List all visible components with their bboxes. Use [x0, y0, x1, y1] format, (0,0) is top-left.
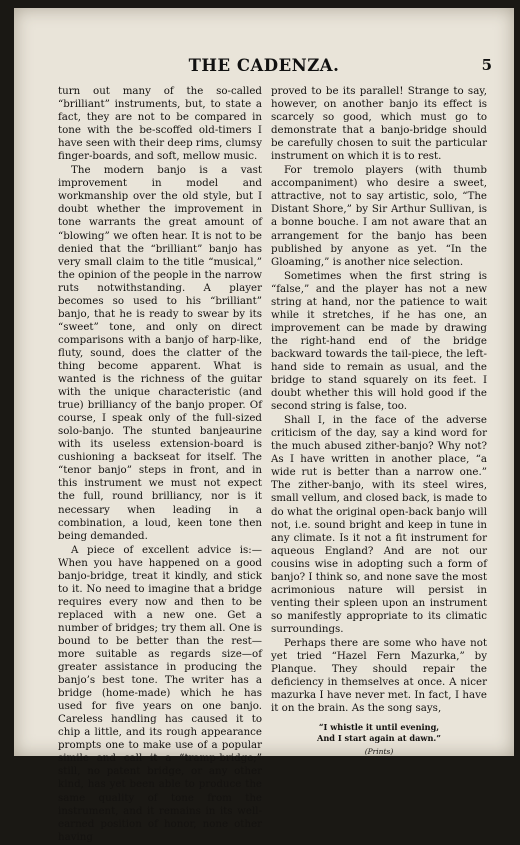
paragraph: Shall I, in the face of the adverse criticism of the day, say a kind word for the much abused zither-banjo? Why not? As I have written in another place, “a wide rut is better than a narrow one.” The zither-banjo, with its steel wires, small vellum, and closed back, is made to do what the original open-back banjo will not, i.e. sound bright and keep in tune in any climate. Is it not a fit instrument for aqueous England? And are not our cousins wise in adopting such a form of banjo? I think so, and none save the most acrimonious nature will persist in venting their spleen upon an instrument so manifestly appropriate to its climatic surroundings. [271, 414, 487, 635]
paragraph: Sometimes when the first string is “false,” and the player has not a new string at hand, nor the patience to wait while it stretches, if he has one, an improvement can be made by drawing the right-hand end of the bridge backward towards the tail-piece, the left-hand side to remain as usual, and the bridge to stand squarely on its feet. I doubt whether this will hold good if the second string is false, too. [271, 269, 487, 413]
paragraph: Perhaps there are some who have not yet tried “Hazel Fern Mazurka,” by Planque. They should repair the deficiency in themselves at once. A nicer mazurka I have never met. In fact, I have it on the brain. As the song says, [271, 636, 487, 715]
paragraph: proved to be its parallel! Strange to say, however, on another banjo its effect is scarcely so good, which must go to demonstrate that a banjo-bridge should be carefully chosen to suit the particular instrument on which it is to rest. [271, 85, 487, 163]
paragraph: A piece of excellent advice is:—When you have happened on a good banjo-bridge, treat it kindly, and stick to it. No need to imagine that a bridge requires every now and then to be replaced with a new one. Get a number of bridges; try them all. One is bound to be better than the rest—more suitable as regards size—of greater assistance in producing the banjo’s best tone. The writer has a bridge (home-made) which he has used for five years on one banjo. Careless handling has caused it to chip a little, and its rough appearance prompts one to make use of a popular simile and call it a “tramp-bridge;” still, no patent bridge, or any other kind, has yet been able to produce the same quality of tone from the instrument, and it remains in its well-earned position of honor, none other having [58, 543, 262, 843]
running-title: THE CADENZA. [188, 56, 340, 75]
right-column [271, 85, 487, 758]
quote-line: And I start again at dawn.” [317, 732, 441, 743]
paragraph: turn out many of the so-called “brilliant” instruments, but, to state a fact, they are not to be compared in tone with the be-scoffed old-timers I have seen with their deep rims, clumsy finger-boards, and soft, mellow music. [58, 85, 262, 163]
left-column [58, 85, 262, 845]
paragraph: The modern banjo is a vast improvement in model and workmanship over the old style, but I doubt whether the improvement in tone warrants the great amount of “blowing” we often hear. It is not to be denied that the “brilliant” banjo has very small claim to the title “musical,” the opinion of the people in the narrow ruts notwithstanding. A player becomes so used to his “brilliant” banjo, that he is ready to swear by its “sweet” tone, and only on direct comparisons with a banjo of harp-like, fluty, sound, does the clatter of the thing become apparent. What is wanted is the richness of the guitar with the unique characteristic (and true) brilliancy of the banjo proper. Of course, I speak only of the full-sized solo-banjo. The stunted banjeaurine with its useless extension-board is cushioning a backseat for itself. The “tenor banjo” steps in front, and in this instrument we must not expect the full, round brilliancy, nor is it necessary when leading in a combination, a loud, keen tone then being demanded. [58, 164, 262, 542]
page-header [14, 56, 514, 78]
quote-line: “I whistle it until evening, [318, 722, 440, 733]
quote-source: (Prints) [364, 747, 394, 757]
document-page [14, 8, 514, 843]
page-number: 5 [481, 56, 492, 74]
song-quote [271, 722, 487, 743]
paragraph: For tremolo players (with thumb accompaniment) who desire a sweet, attractive, not to say artistic, solo, “The Distant Shore,” by Sir Arthur Sullivan, is a bonne bouche. I am not aware that an arrangement for the banjo has been published by anyone as yet. “In the Gloaming,” is another nice selection. [271, 164, 487, 268]
